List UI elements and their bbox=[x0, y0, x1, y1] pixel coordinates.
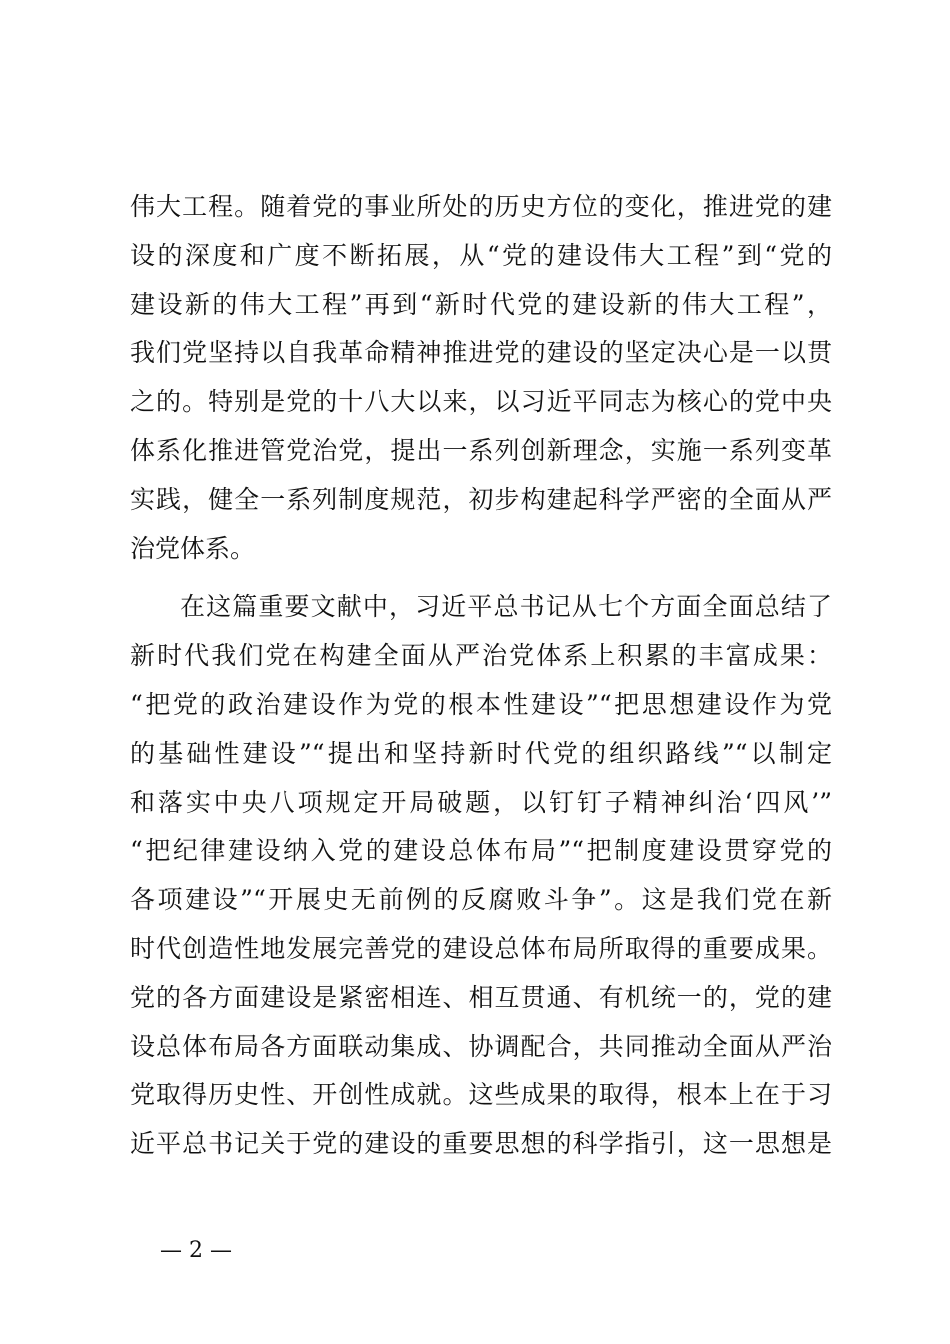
text-line: 近平总书记关于党的建设的重要思想的科学指引，这一思想是 bbox=[130, 1129, 832, 1159]
text-line: 实践，健全一系列制度规范，初步构建起科学严密的全面从严 bbox=[130, 484, 832, 514]
text-line: “把党的政治建设作为党的根本性建设”“把思想建设作为党 bbox=[130, 689, 832, 719]
paragraph-gap bbox=[130, 573, 832, 583]
body-text bbox=[130, 183, 832, 1169]
text-line: 之的。特别是党的十八大以来，以习近平同志为核心的党中央 bbox=[130, 387, 832, 417]
page-number: — 2 — bbox=[160, 1238, 232, 1263]
text-line: 各项建设”“开展史无前例的反腐败斗争”。这是我们党在新 bbox=[130, 885, 832, 915]
text-line: 的基础性建设”“提出和坚持新时代党的组织路线”“以制定 bbox=[130, 738, 832, 768]
text-line: 我们党坚持以自我革命精神推进党的建设的坚定决心是一以贯 bbox=[130, 338, 832, 368]
text-line: “把纪律建设纳入党的建设总体布局”“把制度建设贯穿党的 bbox=[130, 836, 832, 866]
text-line: 体系化推进管党治党，提出一系列创新理念，实施一系列变革 bbox=[130, 435, 832, 465]
text-line: 时代创造性地发展完善党的建设总体布局所取得的重要成果。 bbox=[130, 933, 832, 963]
text-line: 和落实中央八项规定开局破题，以钉钉子精神纠治‘四风’” bbox=[130, 787, 832, 817]
text-line: 设的深度和广度不断拓展，从“党的建设伟大工程”到“党的 bbox=[130, 240, 832, 270]
text-line: 建设新的伟大工程”再到“新时代党的建设新的伟大工程”， bbox=[130, 289, 832, 319]
text-line: 治党体系。 bbox=[130, 533, 256, 563]
text-line: 党的各方面建设是紧密相连、相互贯通、有机统一的，党的建 bbox=[130, 982, 832, 1012]
text-line: 伟大工程。随着党的事业所处的历史方位的变化，推进党的建 bbox=[130, 192, 832, 221]
text-line: 新时代我们党在构建全面从严治党体系上积累的丰富成果： bbox=[130, 641, 832, 671]
text-line: 设总体布局各方面联动集成、协调配合，共同推动全面从严治 bbox=[130, 1031, 832, 1061]
text-line: 党取得历史性、开创性成就。这些成果的取得，根本上在于习 bbox=[130, 1080, 832, 1110]
paragraph-2 bbox=[130, 583, 832, 1169]
paragraph-1 bbox=[130, 183, 832, 573]
text-line: 在这篇重要文献中，习近平总书记从七个方面全面总结了 bbox=[180, 592, 832, 622]
